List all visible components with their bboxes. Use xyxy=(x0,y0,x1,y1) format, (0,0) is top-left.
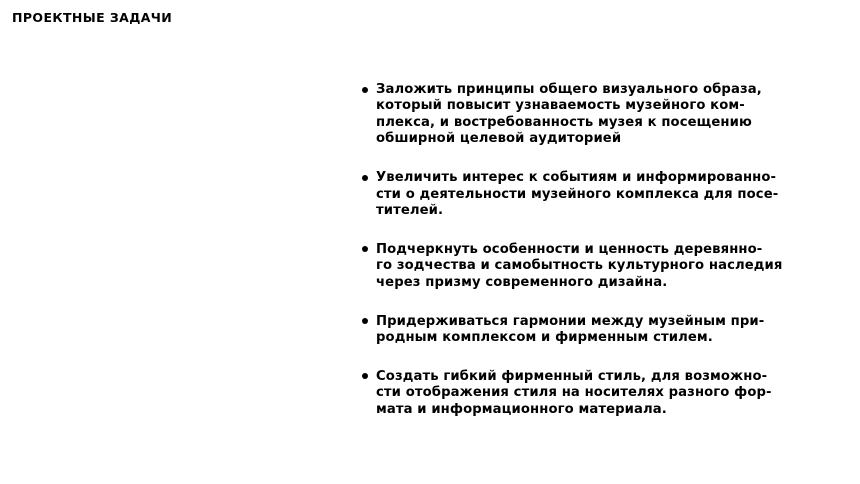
task-item xyxy=(360,82,856,148)
bullet-icon xyxy=(362,87,368,93)
task-text-line: Создать гибкий фирменный стиль, для возможно- xyxy=(376,368,768,384)
task-text-line: тителей. xyxy=(376,202,444,218)
task-text-line: который повысит узнаваемость музейного ком- xyxy=(376,98,745,114)
task-item xyxy=(360,242,856,291)
task-item xyxy=(360,314,856,347)
task-text-line: плекса, и востребованность музея к посещению xyxy=(376,114,752,130)
task-text-line: Подчеркнуть особенности и ценность деревянно- xyxy=(376,241,763,257)
bullet-icon xyxy=(362,373,368,379)
task-text-line: обширной целевой аудиторией xyxy=(376,131,622,147)
task-text-line: мата и информационного материала. xyxy=(376,401,667,417)
bullet-icon xyxy=(362,175,368,181)
task-text-line: Заложить принципы общего визуального образа, xyxy=(376,82,762,97)
task-text-line: через призму современного дизайна. xyxy=(376,274,668,290)
task-text-line: сти о деятельности музейного комплекса для посе- xyxy=(376,186,779,202)
task-text-line: го зодчества и самобытность культурного наследия xyxy=(376,258,783,274)
task-text-line: родным комплексом и фирменным стилем. xyxy=(376,329,713,345)
task-item xyxy=(360,369,856,418)
page-title: ПРОЕКТНЫЕ ЗАДАЧИ xyxy=(12,10,173,25)
task-text-line: Увеличить интерес к событиям и информированно- xyxy=(376,170,777,186)
task-text-line: Придерживаться гармонии между музейным при- xyxy=(376,313,765,329)
task-list xyxy=(360,82,856,441)
bullet-icon xyxy=(362,318,368,324)
task-text-line: сти отображения стиля на носителях разного фор- xyxy=(376,385,772,401)
bullet-icon xyxy=(362,246,368,252)
task-item xyxy=(360,170,856,219)
